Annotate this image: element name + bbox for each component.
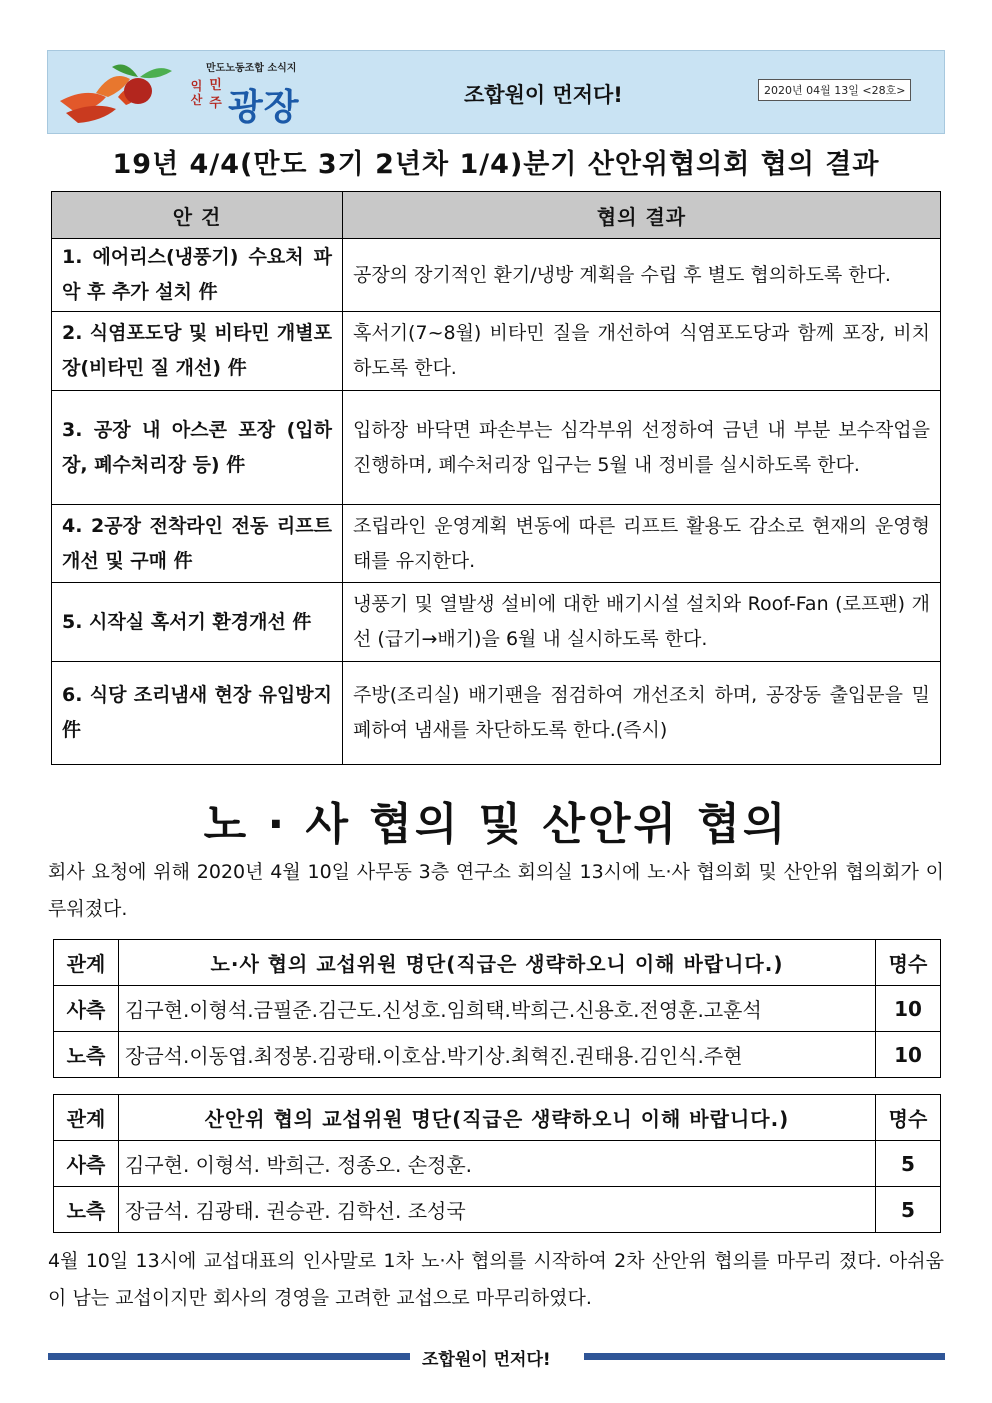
relation-cell: 사측 xyxy=(54,1141,119,1187)
relation-cell: 노측 xyxy=(54,1187,119,1233)
column-header-count: 명수 xyxy=(876,1095,941,1141)
table-row xyxy=(52,583,941,662)
logo-emblem-icon xyxy=(56,57,186,129)
agenda-result: 주방(조리실) 배기팬을 점검하여 개선조치 하며, 공장동 출입문을 밀폐하여 냄새를 차단하도록 한다.(즉시) xyxy=(343,662,941,765)
agenda-item: 5. 시작실 혹서기 환경개선 件 xyxy=(52,583,343,662)
column-header-relation: 관계 xyxy=(54,940,119,986)
table-row xyxy=(54,1032,941,1078)
agenda-results-table xyxy=(51,191,941,765)
table-header-row xyxy=(52,192,941,239)
labor-management-members-table xyxy=(53,939,941,1078)
column-header-relation: 관계 xyxy=(54,1095,119,1141)
table-row xyxy=(52,239,941,312)
agenda-item: 3. 공장 내 아스콘 포장 (입하장, 폐수처리장 등) 件 xyxy=(52,391,343,505)
agenda-result: 혹서기(7~8월) 비타민 질을 개선하여 식염포도당과 함께 포장, 비치하도록 한다. xyxy=(343,312,941,391)
table-row xyxy=(52,662,941,765)
agenda-result: 냉풍기 및 열발생 설비에 대한 배기시설 설치와 Roof-Fan (로프팬) 개선 (급기→배기)을 6월 내 실시하도록 한다. xyxy=(343,583,941,662)
meeting-intro-paragraph: 회사 요청에 위해 2020년 4월 10일 사무동 3층 연구소 회의실 13시에 노·사 협의회 및 산안위 협의회가 이루워졌다. xyxy=(48,861,944,920)
agenda-result: 입하장 바닥면 파손부는 심각부위 선정하여 금년 내 부분 보수작업을 진행하며, 폐수처리장 입구는 5월 내 정비를 실시하도록 한다. xyxy=(343,391,941,505)
count-cell: 10 xyxy=(876,986,941,1032)
table-row xyxy=(52,312,941,391)
issue-date-badge: 2020년 04월 13일 <28호> xyxy=(758,79,911,101)
column-header-names: 산안위 협의 교섭위원 명단(직급은 생략하오니 이해 바랍니다.) xyxy=(119,1095,876,1141)
newsletter-header xyxy=(47,50,945,134)
column-header-names: 노·사 협의 교섭위원 명단(직급은 생략하오니 이해 바랍니다.) xyxy=(119,940,876,986)
count-cell: 5 xyxy=(876,1187,941,1233)
table-row xyxy=(54,986,941,1032)
agenda-item: 1. 에어리스(냉풍기) 수요처 파악 후 추가 설치 件 xyxy=(52,239,343,312)
safety-committee-members-table xyxy=(53,1094,941,1233)
agenda-result: 조립라인 운영계획 변동에 따른 리프트 활용도 감소로 현재의 운영형태를 유지한다. xyxy=(343,505,941,583)
table-row xyxy=(54,1187,941,1233)
column-header-result: 협의 결과 xyxy=(343,192,941,239)
column-header-count: 명수 xyxy=(876,940,941,986)
meeting-section-title: 노 · 사 협의 및 산안위 협의 xyxy=(203,799,789,850)
footer-divider-left xyxy=(48,1353,410,1360)
header-slogan: 조합원이 먼저다! xyxy=(464,83,623,107)
relation-cell: 노측 xyxy=(54,1032,119,1078)
table-row xyxy=(54,1141,941,1187)
footer-slogan: 조합원이 먼저다! xyxy=(422,1350,551,1370)
count-cell: 10 xyxy=(876,1032,941,1078)
table-header-row xyxy=(54,940,941,986)
agenda-item: 4. 2공장 전착라인 전동 리프트 개선 및 구매 件 xyxy=(52,505,343,583)
agenda-item: 2. 식염포도당 및 비타민 개별포장(비타민 질 개선) 件 xyxy=(52,312,343,391)
relation-cell: 사측 xyxy=(54,986,119,1032)
logo-vertical-right: 민주 xyxy=(209,78,222,111)
meeting-closing-paragraph: 4월 10일 13시에 교섭대표의 인사말로 1차 노·사 협의를 시작하여 2차 산안위 협의를 마무리 졌다. 아쉬움이 남는 교섭이지만 회사의 경영을 고려한 교섭으로 마무리하였다. xyxy=(48,1250,944,1309)
column-header-item: 안 건 xyxy=(52,192,343,239)
footer-divider-right xyxy=(584,1353,945,1360)
agenda-section-title: 19년 4/4(만도 3기 2년차 1/4)분기 산안위협의회 협의 결과 xyxy=(112,149,880,180)
table-row xyxy=(52,505,941,583)
logo-vertical-left: 익산 xyxy=(190,79,203,107)
agenda-result: 공장의 장기적인 환기/냉방 계획을 수립 후 별도 협의하도록 한다. xyxy=(343,239,941,312)
logo-title: 광장 xyxy=(228,87,300,128)
table-header-row xyxy=(54,1095,941,1141)
logo-subtitle: 만도노동조합 소식지 xyxy=(206,63,297,74)
table-row xyxy=(52,391,941,505)
names-cell: 김구현.이형석.금필준.김근도.신성호.임희택.박희근.신용호.전영훈.고훈석 xyxy=(119,986,876,1032)
names-cell: 김구현. 이형석. 박희근. 정종오. 손정훈. xyxy=(119,1141,876,1187)
count-cell: 5 xyxy=(876,1141,941,1187)
names-cell: 장금석.이동엽.최정봉.김광태.이호삼.박기상.최혁진.권태용.김인식.주현 xyxy=(119,1032,876,1078)
names-cell: 장금석. 김광태. 권승관. 김학선. 조성국 xyxy=(119,1187,876,1233)
agenda-item: 6. 식당 조리냄새 현장 유입방지 件 xyxy=(52,662,343,765)
